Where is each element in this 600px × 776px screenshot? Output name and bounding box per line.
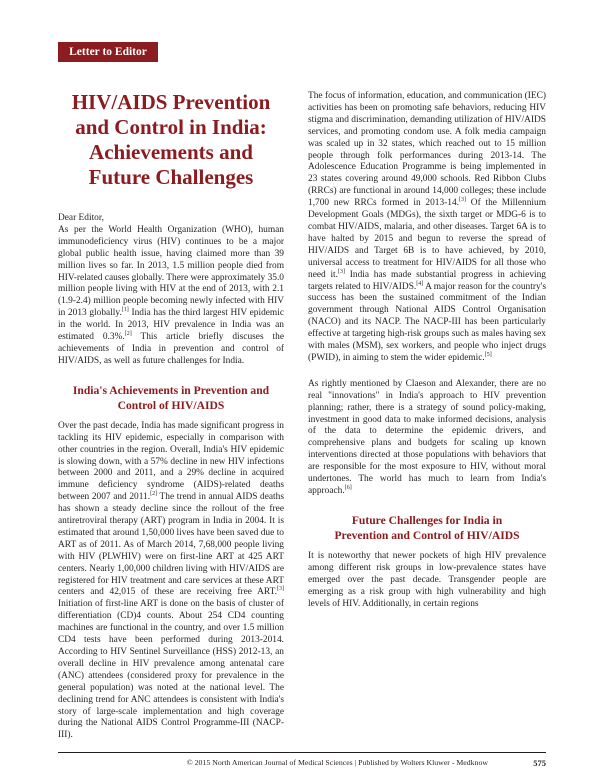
- intro-paragraph: As per the World Health Organization (WHO), human immunodeficiency virus (HIV) continues to be a major global public health issue, having claimed more than 39 million lives so far. In 2013, 1.5 million people died from HIV-related causes globally. There were approximately 35.0 million people living with HIV at the end of 2013, with 2.1 (1.9-2.4) million people becoming newly infected with HIV in 2013 globally.[1] India has the third largest HIV epidemic in the world. In 2013, HIV prevalence in India was an estimated 0.3%.[2] This article briefly discuses the achievements of India in prevention and control of HIV/AIDS, as well as future challenges for India.: [58, 224, 284, 366]
- citation[interactable]: [5]: [484, 351, 492, 358]
- citation[interactable]: [4]: [416, 280, 424, 287]
- citation[interactable]: [1]: [121, 307, 129, 314]
- footer-copyright: © 2015 North American Journal of Medical Sciences | Published by Wolters Kluwer - Medknow: [186, 758, 488, 767]
- page-number: 575: [533, 758, 546, 768]
- salutation: Dear Editor,: [58, 213, 104, 223]
- achievements-paragraph-continued: The focus of information, education, and communication (IEC) activities has been on promoting safe behaviors, reducing HIV stigma and discrimination, demanding utilization of HIV/AIDS services, and promoting condom use. A folk media campaign was scaled up in 32 states, which reached out to 15 million people through folk performances during 2013-14. The Adolescence Education Programme is being implemented in 23 states covering around 49,000 schools. Red Ribbon Clubs (RRCs) are functional in around 14,000 colleges; these include 1,700 new RRCs formed in 2013-14.[3] Of the Millennium Development Goals (MDGs), the sixth target or MDG-6 is to combat HIV/AIDS, malaria, and other diseases. Target 6A is to have halted by 2015 and begun to reverse the spread of HIV/AIDS and Target 6B is to have achieved, by 2010, universal access to treatment for HIV/AIDS for all those who need it.[3] India has made substantial progress in achieving targets related to HIV/AIDS.[4] A major reason for the country's success has been the sustained commitment of the Indian government through National AIDS Control Organisation (NACO) and its NACP. The NACP-III has been particularly effective at targeting high-risk groups such as males having sex with males (MSM), sex workers, and people who inject drugs (PWID), in aiming to stem the wider epidemic.[5]: [308, 91, 546, 363]
- citation[interactable]: [6]: [344, 484, 352, 491]
- section-heading-future-challenges: Future Challenges for India in Prevention and Control of HIV/AIDS: [334, 513, 520, 542]
- right-column: [308, 91, 546, 610]
- claeson-paragraph: As rightly mentioned by Claeson and Alexander, there are no real "innovations" in India's approach to HIV prevention planning; rather, there is a strategy of sound policy-making, investment in good data to make informed decisions, analysis of the data to determine the epidemic drivers, and comprehensive plans and budgets for scaling up known interventions directed at those populations with behaviors that are responsible for the most exposure to HIV, without moral undertones. The world has much to learn from India's approach.[6]: [308, 378, 546, 496]
- citation[interactable]: [3]: [459, 197, 467, 204]
- left-column: [58, 213, 284, 742]
- future-challenges-paragraph: It is noteworthy that newer pockets of high HIV prevalence among different risk groups in low-prevalence states have emerged over the past decade. Transgender people are emerging as a risk group with high vulnerability and high levels of HIV. Additionally, in certain regions: [308, 550, 546, 609]
- achievements-paragraph: Over the past decade, India has made significant progress in tackling its HIV epidemic, especially in comparison with other countries in the region. Overall, India's HIV epidemic is slowing down, with a 57% decline in new HIV infections between 2000 and 2011, and a 29% decline in acquired immune deficiency syndrome (AIDS)-related deaths between 2007 and 2011.[2] The trend in annual AIDS deaths has shown a steady decline since the rollout of the free antiretroviral therapy (ART) program in India in 2004. It is estimated that around 1,50,000 lives have been saved due to ART as of 2011. As of March 2014, 7,68,000 people living with HIV (PLWHIV) were on first-line ART at 425 ART centers. Nearly 1,00,000 children living with HIV/AIDS are registered for HIV treatment and care services at these ART centers and 42,015 of these are receiving free ART.[3] Initiation of first-line ART is done on the basis of cluster of differentiation (CD)4 counts. About 254 CD4 counting machines are functional in the country, and over 1.5 million CD4 tests have been performed during 2013-2014. According to HIV Sentinel Surveillance (HSS) 2012-13, an overall decline in HIV prevalence among antenatal care (ANC) attendees (considered proxy for prevalence in the general population) was noted at the national level. The declining trend for ANC attendees is consistent with India's story of large-scale implementation and high coverage during the National AIDS Control Programme-III (NACP-III).: [58, 420, 284, 741]
- footer-divider: [58, 752, 546, 753]
- article-title: HIV/AIDS Prevention and Control in India: Achievements and Future Challenges: [71, 90, 271, 189]
- section-heading-achievements: India's Achievements in Prevention and Control of HIV/AIDS: [72, 383, 270, 412]
- citation[interactable]: [3]: [277, 586, 284, 593]
- article-type-badge: Letter to Editor: [58, 42, 158, 62]
- citation[interactable]: [3]: [338, 268, 346, 275]
- citation[interactable]: [2]: [150, 491, 158, 498]
- citation[interactable]: [2]: [124, 330, 132, 337]
